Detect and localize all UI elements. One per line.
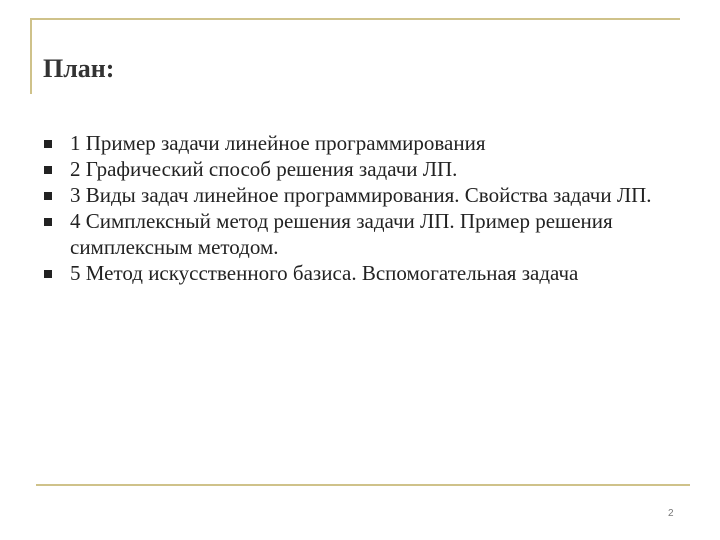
list-item	[40, 208, 680, 260]
slide-title: План:	[43, 54, 115, 83]
list-item	[40, 130, 680, 156]
top-rule	[30, 18, 680, 20]
square-bullet-icon	[44, 270, 52, 278]
list-item-text: 3 Виды задач линейное программирования. Свойства задачи ЛП.	[70, 183, 652, 207]
square-bullet-icon	[44, 166, 52, 174]
square-bullet-icon	[44, 218, 52, 226]
list-item	[40, 182, 680, 208]
list-item-text: 2 Графический способ решения задачи ЛП.	[70, 157, 458, 181]
left-rule	[30, 18, 32, 94]
page-number: 2	[668, 508, 674, 519]
square-bullet-icon	[44, 140, 52, 148]
bottom-rule	[36, 484, 690, 486]
list-item-text: 5 Метод искусственного базиса. Вспомогательная задача	[70, 261, 579, 285]
list-item-text: 4 Симплексный метод решения задачи ЛП. Пример решения симплексным методом.	[70, 209, 613, 259]
square-bullet-icon	[44, 192, 52, 200]
bullet-list	[40, 130, 680, 286]
list-item	[40, 156, 680, 182]
list-item	[40, 260, 680, 286]
list-item-text: 1 Пример задачи линейное программирования	[70, 131, 486, 155]
